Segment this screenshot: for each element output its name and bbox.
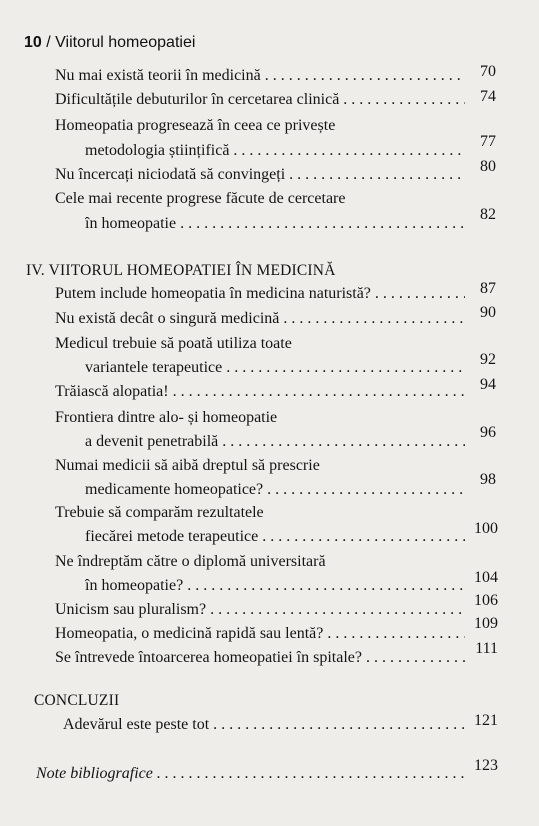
- toc-entry: Adevărul este peste tot . . .: [63, 716, 465, 734]
- toc-entry: Se întrevede întoarcerea homeopatiei în spitale? . . .: [55, 649, 465, 667]
- toc-entry-line2: metodologia științifică . . .: [85, 142, 465, 160]
- toc-entry-notes: Note bibliografice . . .: [36, 765, 465, 783]
- toc-entry: Trăiască alopatia! . . .: [55, 383, 465, 401]
- toc-entry-line2: în homeopatie? . . .: [85, 577, 465, 595]
- toc-page-number: 92: [480, 351, 496, 368]
- toc-entry-line1: Trebuie să comparăm rezultatele: [55, 504, 264, 521]
- toc-page-number: 100: [474, 520, 498, 537]
- toc-page-number: 82: [480, 206, 496, 223]
- toc-entry: Dificultățile debuturilor în cercetarea clinică . . .: [55, 91, 465, 109]
- toc-page-number: 98: [480, 471, 496, 488]
- toc-entry: Unicism sau pluralism? . . .: [55, 601, 465, 619]
- toc-entry-line1: Frontiera dintre alo- și homeopatie: [55, 409, 278, 426]
- header-separator: /: [46, 34, 51, 51]
- toc-entry: Nu încercați niciodată să convingeți . . .: [55, 166, 465, 184]
- toc-entry-line2: fiecărei metode terapeutice . . .: [85, 528, 465, 546]
- toc-page-number: 123: [474, 757, 498, 774]
- toc-page-number: 90: [480, 304, 496, 321]
- section-heading: IV. VIITORUL HOMEOPATIEI ÎN MEDICINĂ: [26, 262, 336, 279]
- toc-entry-line2: în homeopatie . . .: [85, 215, 465, 233]
- toc-page-number: 109: [474, 615, 498, 632]
- page-number: 10: [24, 34, 42, 51]
- toc-entry-line2: medicamente homeopatice? . . .: [85, 481, 465, 499]
- toc-entry-line1: Numai medicii să aibă dreptul să prescrie: [55, 457, 320, 474]
- toc-entry-line1: Ne îndreptăm către o diplomă universitară: [55, 553, 326, 570]
- toc-entry-line1: Medicul trebuie să poată utiliza toate: [55, 335, 292, 352]
- toc-entry: Putem include homeopatia în medicina naturistă? . . .: [55, 285, 465, 303]
- toc-page-number: 104: [474, 569, 498, 586]
- toc-page-number: 77: [480, 133, 496, 150]
- toc-entry-line2: a devenit penetrabilă . . .: [85, 433, 465, 451]
- toc-page-number: 94: [480, 376, 496, 393]
- section-heading: CONCLUZII: [34, 692, 120, 709]
- book-title: Viitorul homeopatiei: [55, 34, 196, 51]
- toc-page-number: 106: [474, 592, 498, 609]
- toc-page-number: 74: [480, 88, 496, 105]
- toc-entry-line1: Homeopatia progresează în ceea ce privește: [55, 117, 336, 134]
- toc-page-number: 96: [480, 424, 496, 441]
- toc-page-number: 87: [480, 280, 496, 297]
- toc-entry: Homeopatia, o medicină rapidă sau lentă? . . .: [55, 625, 465, 643]
- toc-page-number: 80: [480, 158, 496, 175]
- toc-entry: Nu există decât o singură medicină . . .: [55, 310, 465, 328]
- toc-page-number: 111: [475, 640, 498, 657]
- toc-entry: Nu mai există teorii în medicină . . .: [55, 67, 465, 85]
- toc-page-number: 121: [474, 712, 498, 729]
- toc-entry-line2: variantele terapeutice . . .: [85, 359, 465, 377]
- toc-page-number: 70: [480, 63, 496, 80]
- toc-entry-line1: Cele mai recente progrese făcute de cercetare: [55, 190, 346, 207]
